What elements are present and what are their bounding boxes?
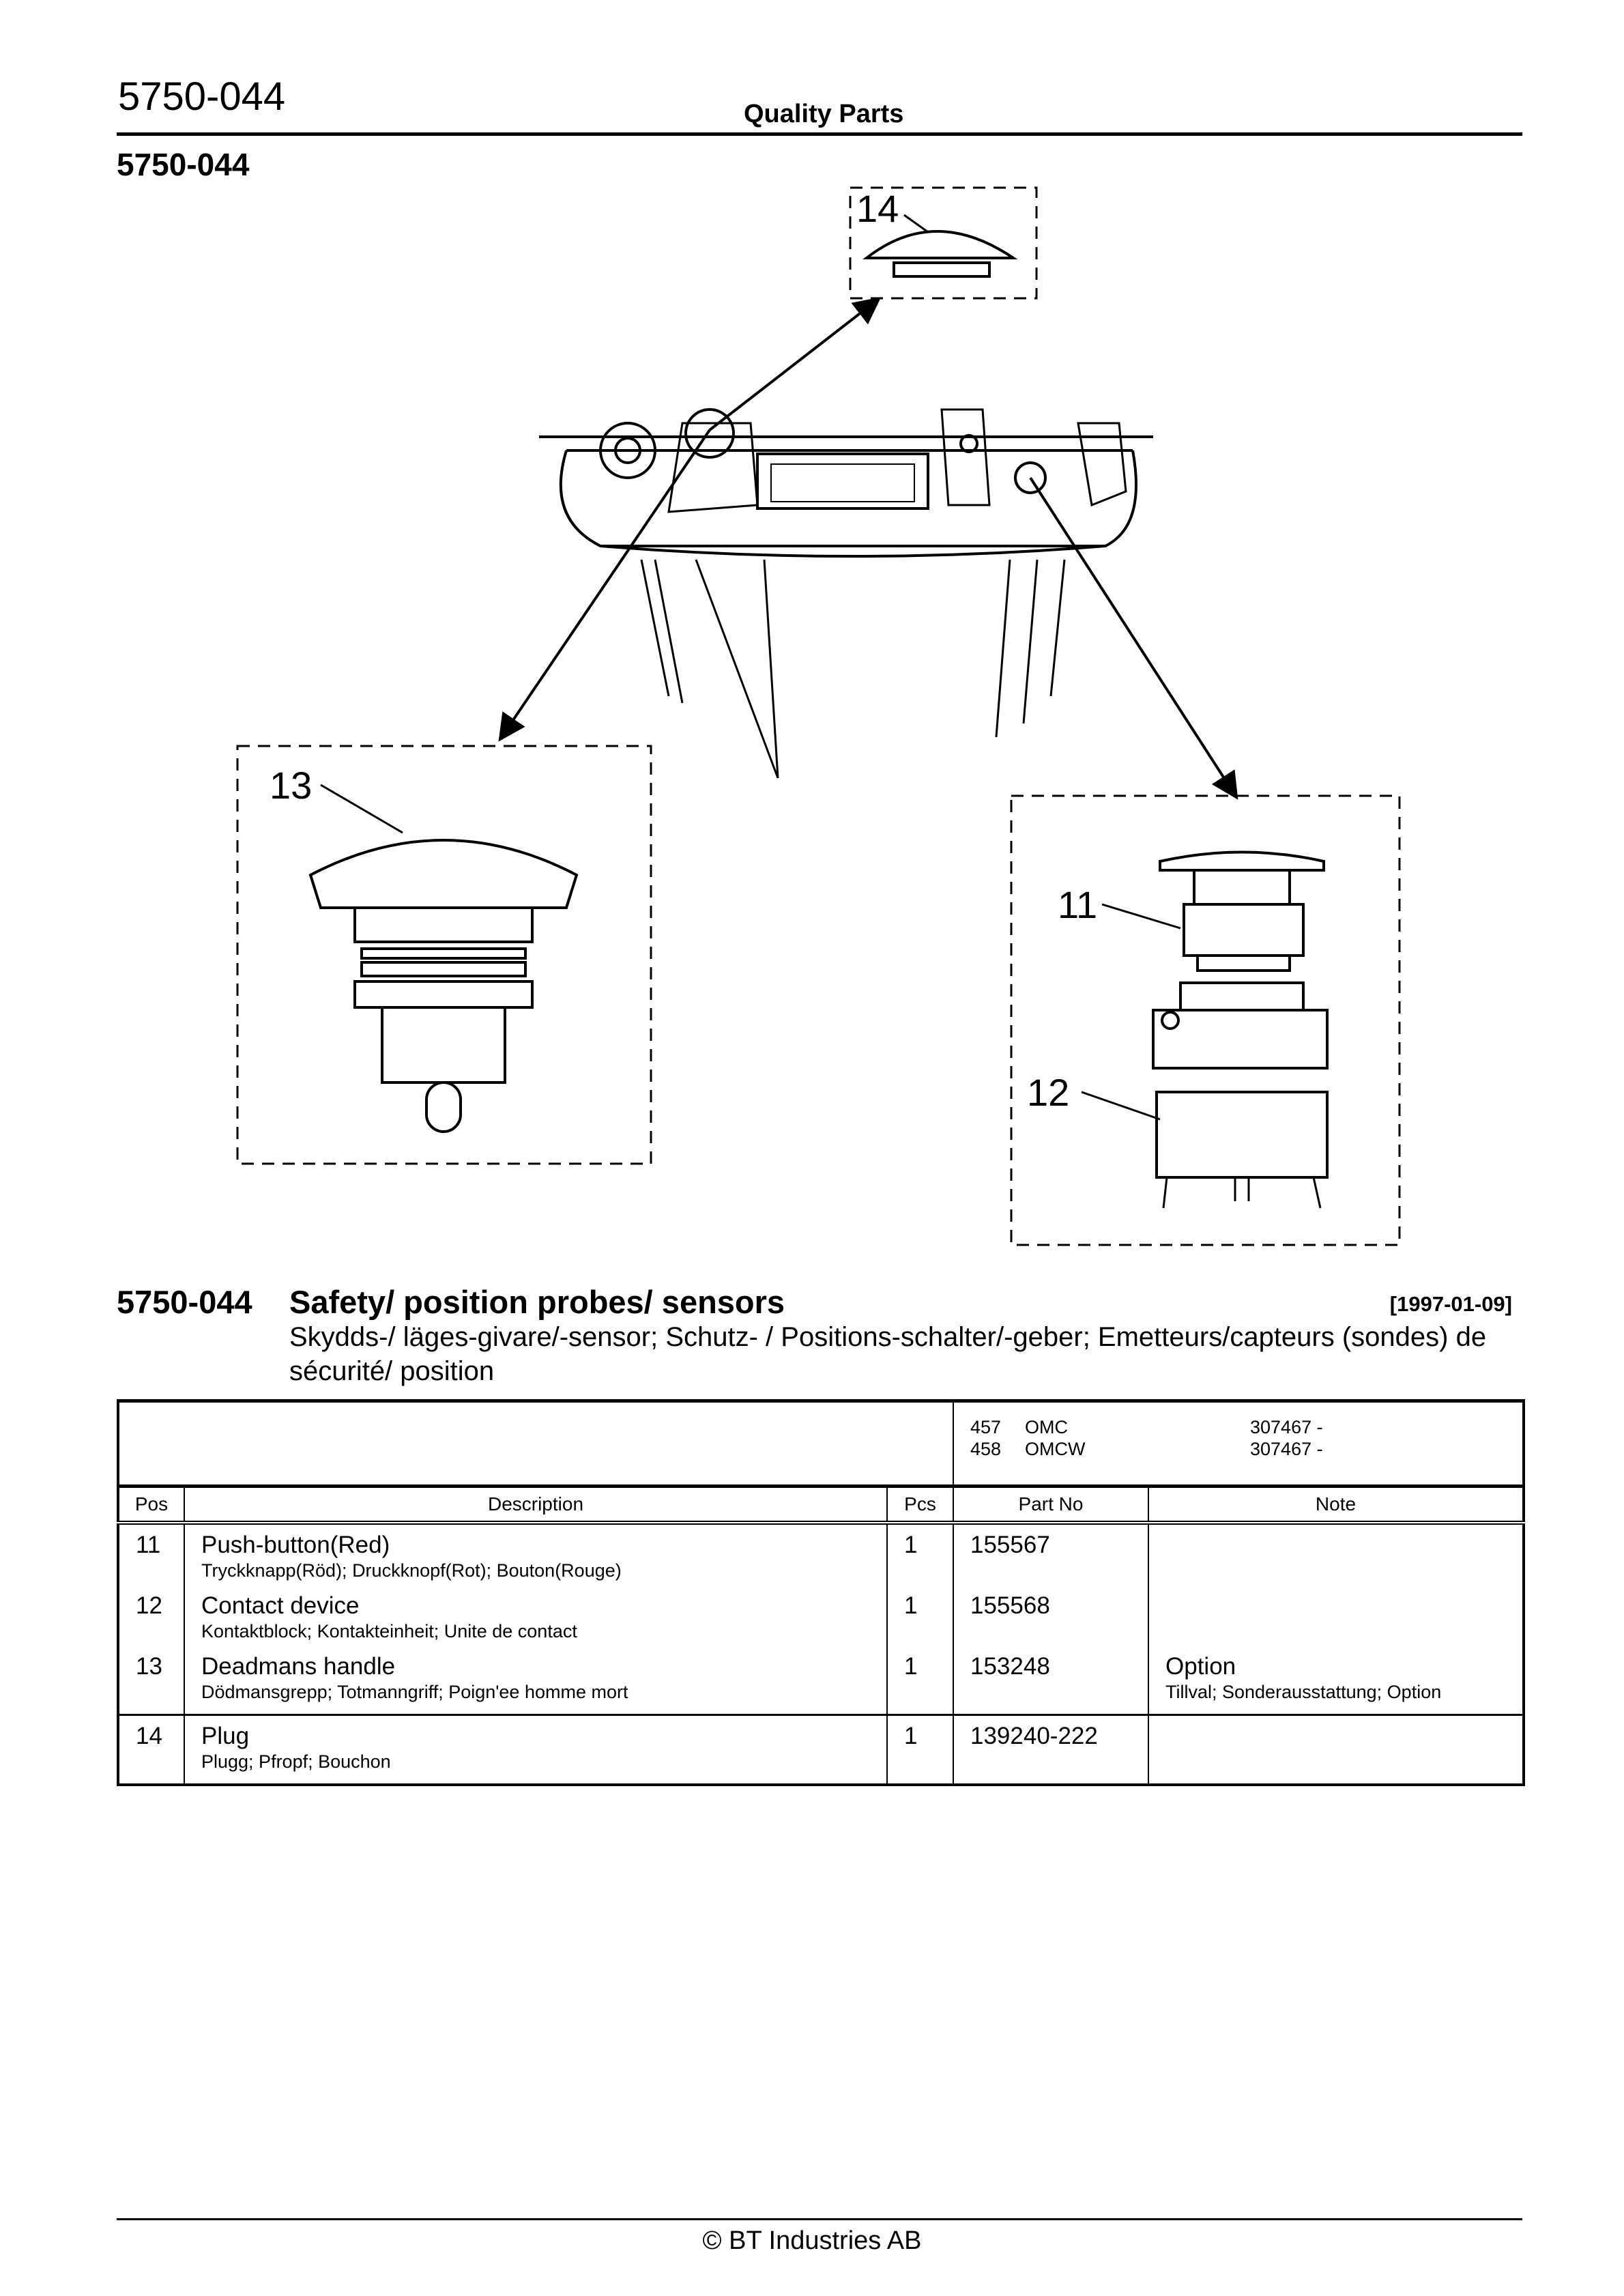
col-part-no: Part No	[953, 1487, 1148, 1523]
header-rule	[117, 132, 1522, 136]
callout-14: 14	[856, 187, 899, 230]
footer-copyright: © BT Industries AB	[702, 2226, 922, 2255]
model-line: 457 OMC 307467 -	[970, 1417, 1323, 1437]
push-button-contact-drawing	[1082, 852, 1327, 1209]
header-brand: Quality Parts	[744, 100, 904, 128]
col-description: Description	[184, 1487, 887, 1523]
model-line: 458 OMCW 307467 -	[970, 1439, 1323, 1459]
arrow-to-11-12	[1030, 478, 1235, 795]
model-applicability-row	[118, 1401, 1524, 1487]
column-header-row	[118, 1487, 1524, 1523]
footer-rule	[117, 2218, 1522, 2220]
callout-12: 12	[1027, 1071, 1070, 1114]
col-pcs: Pcs	[887, 1487, 953, 1523]
section-title: Safety/ position probes/ sensors	[289, 1284, 785, 1320]
col-pos: Pos	[118, 1487, 184, 1523]
col-note: Note	[1148, 1487, 1524, 1523]
arrow-to-14	[710, 300, 877, 430]
control-console-drawing	[539, 410, 1153, 778]
table-row: 14 Plug Plugg; Pfropf; Bouchon 1 139240-222	[118, 1715, 1524, 1785]
parts-table	[117, 1399, 1525, 1786]
section-number: 5750-044	[117, 1284, 252, 1320]
figure-number: 5750-044	[117, 147, 250, 182]
detail-box-13	[237, 746, 651, 1164]
header-doc-number: 5750-044	[118, 74, 286, 119]
section-date: [1997-01-09]	[1389, 1292, 1512, 1316]
table-row: 12 Contact device Kontaktblock; Kontakteinheit; Unite de contact 1 155568	[118, 1592, 1524, 1653]
deadmans-handle-drawing	[310, 785, 577, 1132]
table-row: 11 Push-button(Red) Tryckknapp(Röd); Druckknopf(Rot); Bouton(Rouge) 1 155567	[118, 1523, 1524, 1592]
section-subtitle: Skydds-/ läges-givare/-sensor; Schutz- / Positions-schalter/-geber; Emetteurs/capteurs (sondes) de sécurité/ position	[289, 1322, 1487, 1386]
exploded-parts-diagram	[0, 177, 1624, 1269]
table-row: 13 Deadmans handle Dödmansgrepp; Totmanngriff; Poign'ee homme mort 1 153248 Option Tillval; Sonderausstattung; Option	[118, 1653, 1524, 1715]
callout-13: 13	[270, 764, 313, 807]
arrow-to-13	[502, 430, 710, 737]
callout-11: 11	[1058, 883, 1098, 926]
